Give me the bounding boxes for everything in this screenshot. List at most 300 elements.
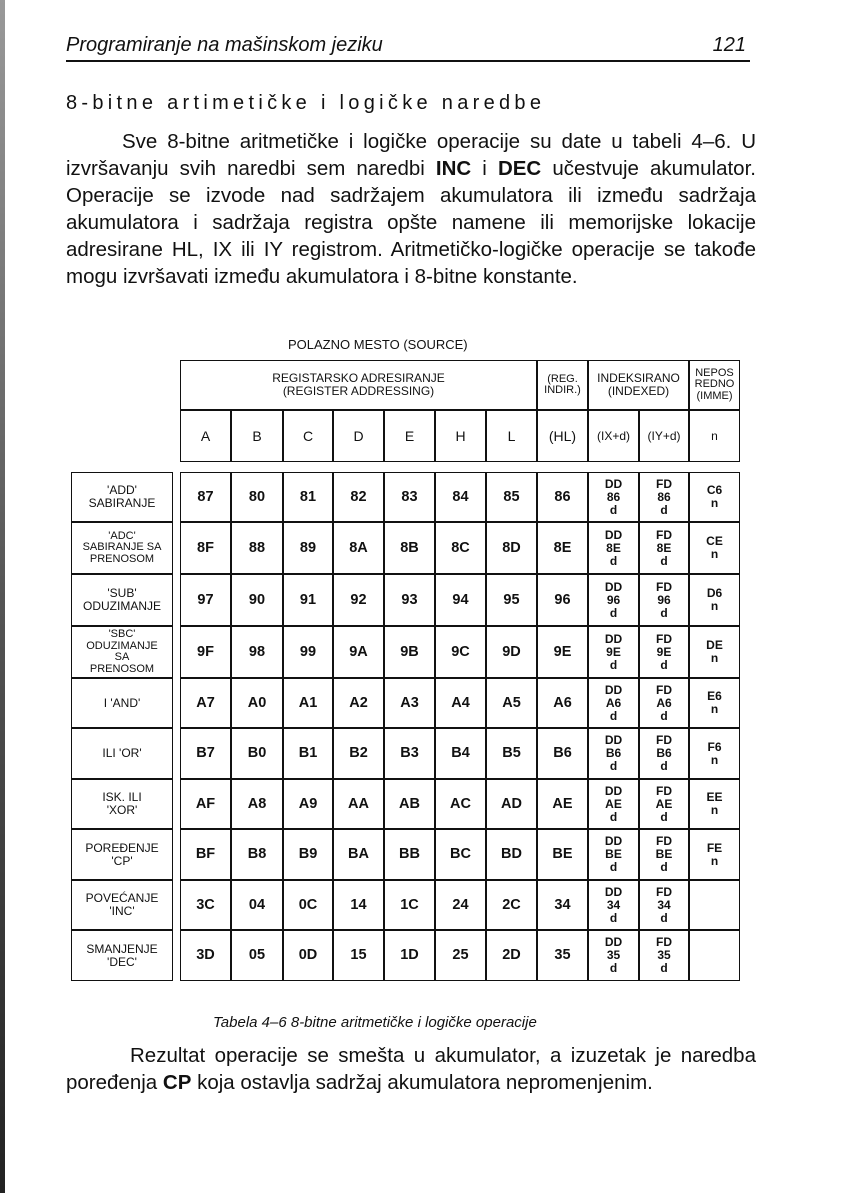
result-bold-cp: CP: [162, 1071, 192, 1094]
result-paragraph: [66, 1042, 756, 1096]
opcode-cell: [231, 728, 283, 779]
opcode-cell: [180, 779, 231, 829]
page-edge-shadow: [0, 0, 5, 1193]
opcode-cell-iy-text: FD: [656, 834, 672, 848]
intro-text-3: učestvuje akumulator. Operacije se izvode nad sadržajem akumulatora ili između sadržaja akumulatora i sadržaja registra opšte namene ili memorijske lokacije adresirane HL, IX ili IY registrom. Aritmetičko-logičke operacije se takođe mogu izvršavati između akumulatora i 8-bitne konstante.: [66, 157, 756, 288]
column-header-text: L: [507, 427, 516, 444]
opcode-cell-ix-text: 35: [606, 948, 621, 962]
opcode-cell-text: 25: [452, 947, 469, 963]
opcode-cell-ix-text: DD: [604, 579, 623, 594]
opcode-cell-text: 0D: [298, 947, 318, 963]
opcode-cell-text: BB: [399, 846, 420, 862]
opcode-cell-ix: [588, 626, 639, 678]
column-header: [384, 410, 435, 462]
opcode-cell-immediate: [689, 880, 740, 930]
opcode-cell-ix: [588, 574, 639, 626]
opcode-cell: [384, 574, 435, 626]
opcode-cell: [180, 626, 231, 678]
table-caption: Tabela 4–6 8-bitne aritmetičke i logičke operacije: [213, 1014, 537, 1031]
opcode-cell: [486, 779, 537, 829]
opcode-cell-text: 8D: [502, 539, 521, 556]
opcode-cell-ix-text: d: [609, 759, 618, 773]
row-label: [71, 880, 173, 930]
row-label-text: ODUZIMANJE: [86, 639, 158, 652]
opcode-cell-ix-text: d: [609, 605, 618, 620]
intro-text-1: Sve 8-bitne aritmetičke i logičke operacije su date u tabeli 4–6. U izvršavanju svih naredbi sem naredbi: [66, 130, 756, 180]
opcode-cell-immediate-text: FE: [706, 840, 723, 855]
opcode-cell-immediate: [689, 930, 740, 981]
opcode-cell: [537, 626, 588, 678]
opcode-cell-text: B1: [298, 745, 318, 761]
opcode-cell-text: 8A: [349, 539, 368, 556]
opcode-cell-text: A7: [196, 694, 215, 711]
opcode-cell-text: 1C: [400, 896, 419, 913]
header-register-addressing-text: REGISTARSKO ADRESIRANJE: [272, 371, 445, 385]
column-header: [588, 410, 639, 462]
row-label-text: ODUZIMANJE: [83, 599, 161, 613]
column-header: [639, 410, 689, 462]
header-register-addressing: [180, 360, 537, 410]
opcode-cell: [180, 880, 231, 930]
opcode-cell-ix: [588, 522, 639, 574]
opcode-cell: [384, 728, 435, 779]
opcode-cell-text: A3: [400, 694, 419, 711]
row-label: [71, 472, 173, 522]
opcode-cell-iy-text: d: [660, 759, 668, 773]
opcode-cell-immediate-text: n: [710, 752, 719, 767]
opcode-cell-text: BC: [450, 846, 471, 862]
opcode-cell-text: 35: [554, 947, 571, 963]
opcode-cell-immediate: [689, 678, 740, 728]
opcode-cell: [231, 678, 283, 728]
opcode-cell: [384, 779, 435, 829]
opcode-cell-text: 8E: [553, 539, 572, 556]
opcode-cell-iy-text: 34: [657, 897, 671, 912]
opcode-cell-ix-text: d: [609, 708, 618, 723]
opcode-cell-text: B3: [400, 745, 419, 761]
opcode-cell-immediate-text: n: [710, 853, 719, 868]
opcode-cell-ix: [588, 728, 639, 779]
opcode-cell-iy-text: FD: [656, 733, 672, 747]
row-label: [71, 779, 173, 829]
intro-bold-inc: INC: [435, 157, 472, 180]
column-header-text: D: [353, 427, 364, 444]
opcode-cell-text: B7: [196, 745, 215, 761]
row-label-text: SABIRANJE SA: [82, 541, 162, 554]
opcode-cell-ix-text: d: [609, 553, 618, 568]
opcode-cell: [231, 779, 283, 829]
opcode-cell-iy-text: 35: [657, 948, 671, 962]
opcode-cell-text: B8: [247, 846, 267, 862]
opcode-cell: [283, 930, 333, 981]
opcode-cell-iy-text: AE: [655, 796, 673, 811]
header-indexed-text: (INDEXED): [607, 384, 670, 398]
opcode-cell: [384, 829, 435, 880]
opcode-cell-iy: [639, 930, 689, 981]
opcode-cell-immediate-text: EE: [706, 790, 723, 804]
opcode-cell-text: B4: [451, 745, 470, 761]
row-label-text: I 'AND': [103, 695, 141, 710]
header-reg-indirect: [537, 360, 588, 410]
opcode-cell: [231, 880, 283, 930]
opcode-cell-ix-text: DD: [604, 527, 623, 542]
opcode-cell-text: 9D: [502, 643, 521, 660]
opcode-cell-text: 3C: [196, 896, 215, 913]
result-text-2: koja ostavlja sadržaj akumulatora nepromenjenim.: [191, 1071, 653, 1094]
opcode-cell-iy-text: FD: [656, 884, 672, 899]
row-label-text: 'INC': [109, 904, 135, 918]
opcode-cell-iy-text: 96: [657, 592, 671, 607]
opcode-cell-text: 97: [197, 591, 214, 608]
opcode-cell: [180, 472, 231, 522]
opcode-cell: [283, 880, 333, 930]
page-number: 121: [712, 34, 746, 56]
opcode-cell-ix-text: DD: [604, 733, 623, 747]
opcode-cell-iy-text: FD: [656, 682, 672, 697]
opcode-cell-text: 95: [503, 591, 520, 608]
opcode-cell: [384, 522, 435, 574]
opcode-cell-text: 82: [350, 488, 367, 505]
opcode-cell-ix-text: DD: [604, 783, 623, 798]
opcode-cell-text: B2: [349, 745, 368, 761]
opcode-cell-immediate: [689, 728, 740, 779]
column-header-text: C: [302, 427, 314, 444]
opcode-cell-iy-text: d: [660, 910, 668, 925]
opcode-cell-ix-text: DD: [604, 834, 623, 848]
opcode-cell-immediate-text: n: [710, 651, 719, 665]
opcode-cell-immediate-text: D6: [706, 586, 723, 600]
opcode-cell-immediate: [689, 626, 740, 678]
opcode-cell-text: 93: [401, 591, 418, 608]
opcode-cell-iy-text: d: [660, 708, 668, 723]
opcode-cell-text: 85: [503, 488, 520, 505]
row-label: [71, 522, 173, 574]
opcode-cell: [435, 880, 486, 930]
opcode-cell: [333, 728, 384, 779]
opcode-cell: [486, 829, 537, 880]
opcode-cell-ix-text: DD: [604, 935, 623, 949]
opcode-cell: [435, 779, 486, 829]
opcode-cell-ix-text: AE: [605, 796, 622, 811]
opcode-cell-ix-text: DD: [604, 884, 623, 899]
opcode-cell-iy: [639, 522, 689, 574]
result-text-1: Rezultat operacije se smešta u akumulator, a izuzetak je naredba poređenja: [66, 1044, 756, 1094]
opcode-cell-text: 84: [452, 488, 469, 505]
opcode-cell: [486, 626, 537, 678]
column-header-text: (IX+d): [596, 428, 630, 443]
opcode-cell-ix-text: 96: [606, 592, 621, 607]
opcode-cell: [283, 574, 333, 626]
opcode-cell-text: BE: [552, 846, 573, 862]
opcode-cell-text: 9A: [349, 643, 368, 660]
opcode-cell: [486, 880, 537, 930]
opcode-cell: [333, 574, 384, 626]
opcode-cell-text: AD: [501, 795, 522, 812]
opcode-cell-immediate-text: CE: [706, 534, 723, 548]
opcode-cell: [537, 728, 588, 779]
opcode-cell-ix-text: 34: [606, 897, 621, 912]
opcode-cell-ix: [588, 829, 639, 880]
opcode-cell-iy-text: d: [660, 860, 668, 874]
opcode-cell-ix: [588, 678, 639, 728]
opcode-cell-immediate-text: n: [710, 803, 719, 817]
opcode-cell: [435, 930, 486, 981]
column-header-text: (IY+d): [647, 428, 681, 443]
opcode-cell-ix: [588, 472, 639, 522]
opcode-cell-iy-text: 9E: [656, 644, 672, 659]
opcode-cell: [231, 829, 283, 880]
row-label-text: 'CP': [111, 853, 133, 868]
opcode-cell: [333, 930, 384, 981]
opcode-cell-iy: [639, 728, 689, 779]
opcode-cell-text: 91: [299, 591, 317, 608]
opcode-cell-immediate: [689, 522, 740, 574]
header-reg-indirect-text: INDIR.): [544, 384, 581, 396]
column-header-text: n: [711, 428, 718, 443]
header-indexed: [588, 360, 689, 410]
opcode-cell-text: A5: [502, 694, 521, 711]
intro-paragraph: [66, 128, 756, 290]
opcode-cell-text: 86: [554, 488, 571, 505]
opcode-cell-text: 9C: [451, 643, 470, 660]
column-header: [231, 410, 283, 462]
opcode-cell: [283, 728, 333, 779]
opcode-cell: [333, 880, 384, 930]
opcode-cell-text: 94: [452, 591, 469, 608]
opcode-cell: [435, 728, 486, 779]
opcode-cell-ix-text: d: [609, 657, 618, 672]
opcode-cell-text: B5: [502, 745, 521, 761]
opcode-cell-ix: [588, 880, 639, 930]
header-immediate: [689, 360, 740, 410]
opcode-cell: [180, 678, 231, 728]
opcode-cell-text: A6: [553, 694, 572, 711]
opcode-cell-iy-text: d: [660, 605, 668, 620]
opcode-cell: [435, 574, 486, 626]
opcode-cell-text: A1: [298, 694, 318, 711]
opcode-cell-text: 9F: [197, 643, 214, 660]
opcode-cell-text: 14: [350, 896, 367, 913]
opcode-cell-iy-text: FD: [656, 527, 672, 542]
opcode-cell-text: 15: [350, 947, 367, 963]
opcode-cell-iy-text: FD: [656, 783, 672, 798]
opcode-cell-text: 98: [248, 643, 266, 660]
opcode-cell: [333, 678, 384, 728]
opcode-cell-text: B9: [298, 846, 318, 862]
opcode-cell: [486, 678, 537, 728]
row-label-text: PRENOSOM: [89, 552, 155, 565]
opcode-cell: [486, 930, 537, 981]
opcode-cell-text: AC: [450, 795, 471, 812]
opcode-cell: [486, 574, 537, 626]
row-label-text: POREĐENJE: [85, 840, 159, 855]
opcode-cell-iy: [639, 880, 689, 930]
opcode-cell-ix-text: DD: [604, 476, 623, 491]
opcode-cell-text: AB: [399, 795, 420, 812]
row-label: [71, 829, 173, 880]
header-register-addressing-text: (REGISTER ADDRESSING): [282, 384, 435, 398]
opcode-cell: [384, 930, 435, 981]
column-header: [180, 410, 231, 462]
opcode-cell: [435, 626, 486, 678]
opcode-cell-text: 2C: [502, 896, 521, 913]
opcode-cell-text: 9E: [553, 643, 572, 660]
row-label-text: ILI 'OR': [102, 746, 142, 760]
opcode-cell-iy-text: FD: [656, 631, 672, 646]
opcode-cell-text: 04: [248, 896, 266, 913]
intro-bold-dec: DEC: [497, 157, 542, 180]
opcode-cell-iy-text: d: [660, 961, 668, 975]
running-title: Programiranje na mašinskom jeziku: [66, 34, 383, 56]
opcode-cell: [333, 522, 384, 574]
row-label-text: 'SBC': [108, 628, 136, 640]
opcode-cell: [384, 626, 435, 678]
opcode-cell-iy-text: A6: [656, 695, 672, 710]
column-header: [486, 410, 537, 462]
opcode-cell: [180, 574, 231, 626]
opcode-cell-immediate-text: n: [710, 547, 719, 561]
row-label-text: 'ADD': [107, 483, 137, 497]
opcode-cell-text: B0: [247, 745, 267, 761]
opcode-cell-ix-text: DD: [604, 682, 623, 697]
opcode-cell: [537, 880, 588, 930]
opcode-cell: [537, 678, 588, 728]
opcode-cell: [435, 522, 486, 574]
opcode-cell: [435, 829, 486, 880]
opcode-cell: [333, 626, 384, 678]
opcode-cell-iy-text: d: [660, 809, 668, 824]
opcode-cell-text: B6: [553, 745, 572, 761]
opcode-cell: [283, 626, 333, 678]
opcode-cell: [333, 779, 384, 829]
opcode-cell-iy-text: FD: [656, 935, 672, 949]
column-header-text: A: [200, 427, 211, 444]
opcode-cell-text: A9: [298, 795, 318, 812]
opcode-cell-immediate-text: n: [710, 496, 719, 510]
opcode-cell: [231, 522, 283, 574]
opcode-cell: [435, 678, 486, 728]
table-source-title: POLAZNO MESTO (SOURCE): [288, 337, 468, 352]
column-header-text: H: [455, 427, 466, 444]
opcode-cell-text: 8C: [451, 539, 470, 556]
opcode-cell-text: 3D: [196, 947, 215, 963]
opcode-cell-immediate-text: n: [710, 702, 719, 716]
opcode-cell-text: 90: [248, 591, 266, 608]
header-immediate-text: REDNO: [694, 378, 735, 391]
column-header: [435, 410, 486, 462]
opcode-cell-iy-text: d: [660, 657, 668, 672]
opcode-cell-text: 80: [248, 488, 266, 505]
opcode-cell: [435, 472, 486, 522]
row-label-text: POVEĆANJE: [85, 891, 159, 905]
column-header: [537, 410, 588, 462]
opcode-cell-ix-text: d: [609, 502, 618, 517]
opcode-cell: [231, 626, 283, 678]
column-header-text: E: [404, 427, 415, 444]
opcode-cell-ix-text: 86: [606, 489, 621, 504]
opcode-cell-text: 8F: [197, 539, 214, 556]
opcode-cell-text: 89: [299, 539, 317, 556]
opcode-cell: [537, 779, 588, 829]
row-label-text: 'DEC': [107, 954, 137, 969]
opcode-cell-immediate-text: n: [710, 599, 719, 613]
opcode-cell-text: A4: [451, 694, 470, 711]
row-label: [71, 678, 173, 728]
opcode-cell: [283, 829, 333, 880]
opcode-cell-immediate: [689, 829, 740, 880]
opcode-cell-immediate: [689, 779, 740, 829]
opcode-cell-iy-text: d: [660, 553, 668, 568]
opcode-cell-iy: [639, 574, 689, 626]
row-label: [71, 626, 173, 678]
column-header-text: B: [252, 427, 262, 444]
column-header: [333, 410, 384, 462]
opcode-cell: [180, 728, 231, 779]
opcode-cell-iy-text: FD: [656, 579, 672, 594]
opcode-cell-ix-text: d: [609, 910, 618, 925]
opcode-cell-text: 81: [299, 488, 317, 505]
opcode-cell-iy-text: d: [660, 502, 668, 517]
opcode-cell-ix-text: 9E: [606, 644, 621, 659]
opcode-cell: [231, 472, 283, 522]
opcode-cell-text: 96: [554, 591, 571, 608]
opcode-cell-immediate-text: C6: [706, 483, 723, 497]
opcode-cell-text: AF: [195, 795, 216, 812]
intro-text-2: i: [471, 157, 498, 180]
row-label: [71, 930, 173, 981]
opcode-cell: [486, 522, 537, 574]
opcode-cell-text: 0C: [298, 896, 318, 913]
opcode-cell-text: A2: [349, 694, 368, 711]
opcode-cell-text: 99: [299, 643, 317, 660]
opcode-cell: [384, 880, 435, 930]
row-label-text: 'SUB': [107, 586, 137, 600]
opcode-cell-text: 05: [248, 947, 266, 963]
opcode-cell-ix-text: DD: [604, 631, 623, 646]
opcode-cell: [283, 522, 333, 574]
opcode-cell-immediate: [689, 472, 740, 522]
opcode-cell-ix-text: B6: [605, 746, 622, 760]
row-label-text: ISK. ILI: [102, 790, 142, 804]
opcode-cell: [231, 574, 283, 626]
opcode-cell: [537, 472, 588, 522]
opcode-cell-ix: [588, 930, 639, 981]
opcode-cell-text: BD: [501, 846, 522, 862]
opcode-cell-text: AE: [552, 795, 573, 812]
opcode-cell: [180, 522, 231, 574]
opcode-cell-iy-text: FD: [656, 476, 672, 491]
opcode-cell: [180, 829, 231, 880]
opcode-cell-iy: [639, 779, 689, 829]
opcode-cell: [333, 472, 384, 522]
opcode-cell: [537, 574, 588, 626]
column-header-text: (HL): [548, 427, 577, 444]
opcode-cell-text: A8: [247, 795, 267, 812]
opcode-cell-iy: [639, 626, 689, 678]
opcode-cell: [486, 472, 537, 522]
opcode-cell-text: 8B: [400, 539, 419, 556]
row-label: [71, 574, 173, 626]
opcode-cell-ix: [588, 779, 639, 829]
opcode-cell-text: AA: [348, 795, 369, 812]
row-label-text: SMANJENJE: [86, 941, 158, 956]
opcode-cell-text: BF: [195, 846, 216, 862]
opcode-cell: [231, 930, 283, 981]
row-label: [71, 728, 173, 779]
opcode-cell-text: 83: [401, 488, 418, 505]
row-label-text: SA: [114, 651, 130, 663]
opcode-cell: [537, 829, 588, 880]
